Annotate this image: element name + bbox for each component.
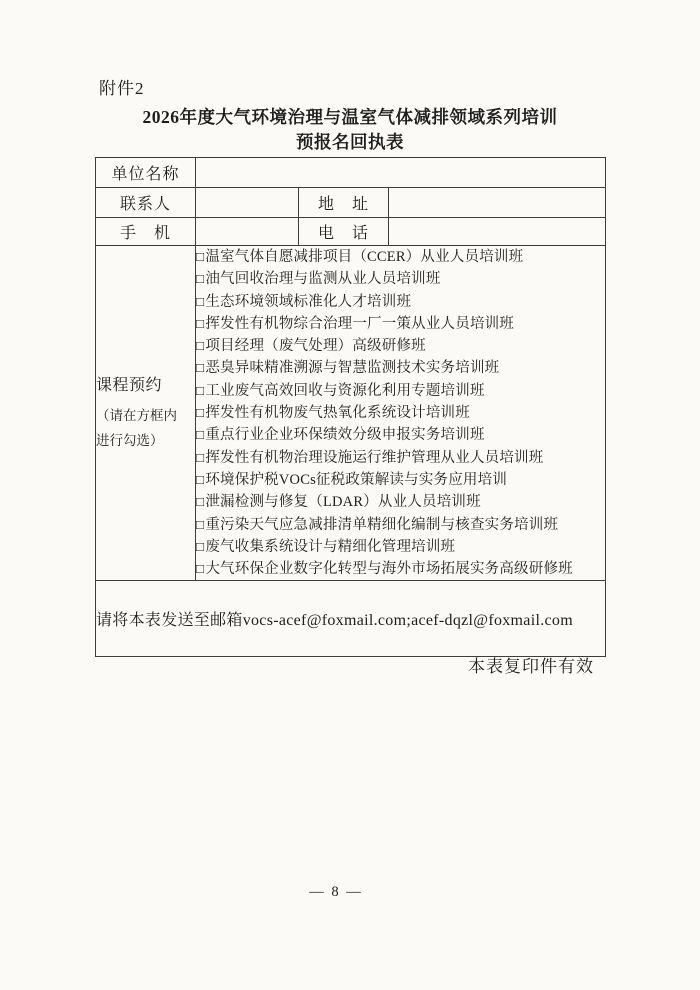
checkbox-icon: □ — [196, 449, 205, 465]
course-option — [196, 514, 605, 536]
address-label: 地 址 — [299, 188, 389, 218]
course-option — [196, 268, 605, 290]
course-option-label: 生态环境领域标准化人才培训班 — [205, 293, 412, 310]
course-option-label: 温室气体自愿减排项目（CCER）从业人员培训班 — [205, 249, 524, 265]
checkbox-icon: □ — [196, 360, 205, 376]
page-number: — 8 — — [309, 884, 363, 900]
phone-label: 电 话 — [299, 218, 389, 246]
checkbox-icon: □ — [196, 516, 205, 532]
contact-label: 联系人 — [96, 188, 196, 218]
course-reservation-label-cell — [96, 246, 196, 581]
checkbox-icon: □ — [196, 382, 205, 398]
course-option-label: 项目经理（废气处理）高级研修班 — [205, 338, 426, 355]
course-option — [196, 246, 605, 268]
checkbox-icon: □ — [196, 249, 205, 264]
contact-field — [196, 188, 299, 218]
course-option — [196, 402, 605, 424]
course-option — [196, 469, 605, 491]
checkbox-icon: □ — [196, 471, 205, 487]
course-option — [196, 447, 605, 469]
course-option — [196, 424, 605, 446]
unit-name-field — [196, 158, 606, 188]
phone-field — [389, 218, 606, 246]
unit-name-label: 单位名称 — [96, 158, 196, 188]
course-reservation-label: 课程预约 — [96, 377, 163, 395]
table-row-phone — [96, 218, 606, 246]
mobile-label: 手 机 — [96, 218, 196, 246]
course-option-label: 挥发性有机物综合治理一厂一策从业人员培训班 — [205, 315, 515, 332]
course-option — [196, 335, 605, 357]
registration-form-table — [95, 157, 606, 657]
checkbox-icon: □ — [196, 338, 205, 354]
checkbox-icon: □ — [196, 427, 205, 443]
email-instruction: 请将本表发送至邮箱vocs-acef@foxmail.com;acef-dqzl@foxmail.com — [96, 581, 606, 657]
course-option-label: 泄漏检测与修复（LDAR）从业人员培训班 — [205, 494, 481, 511]
course-option — [196, 536, 605, 558]
document-title-line2: 预报名回执表 — [296, 132, 404, 152]
course-option — [196, 380, 605, 402]
course-option — [196, 558, 605, 580]
course-option — [196, 291, 605, 313]
course-option — [196, 313, 605, 335]
course-note-line1: （请在方框内 — [96, 408, 177, 424]
table-row-contact — [96, 188, 606, 218]
address-field — [389, 188, 606, 218]
course-option-label: 环境保护税VOCs征税政策解读与实务应用培训 — [205, 471, 508, 488]
table-row-email — [96, 581, 606, 657]
course-option — [196, 357, 605, 379]
checkbox-icon: □ — [196, 538, 205, 554]
copy-validity-note: 本表复印件有效 — [468, 657, 594, 676]
course-option-label: 重污染天气应急减排清单精细化编制与核查实务培训班 — [205, 516, 559, 533]
mobile-field — [196, 218, 299, 246]
course-option-label: 油气回收治理与监测从业人员培训班 — [205, 271, 441, 288]
checkbox-icon: □ — [196, 315, 205, 331]
checkbox-icon: □ — [196, 271, 205, 287]
table-row-unit — [96, 158, 606, 188]
course-option-label: 挥发性有机物废气热氧化系统设计培训班 — [205, 405, 470, 422]
course-option — [196, 491, 605, 513]
checkbox-icon: □ — [196, 405, 205, 421]
document-title — [0, 105, 700, 155]
course-option-label: 大气环保企业数字化转型与海外市场拓展实务高级研修班 — [205, 561, 573, 578]
checkbox-icon: □ — [196, 293, 205, 309]
course-options-cell — [196, 246, 606, 581]
checkbox-icon: □ — [196, 494, 205, 510]
checkbox-icon: □ — [196, 561, 205, 577]
course-option-label: 工业废气高效回收与资源化利用专题培训班 — [205, 382, 485, 399]
document-title-line1: 2026年度大气环境治理与温室气体减排领域系列培训 — [142, 107, 558, 127]
course-option-label: 挥发性有机物治理设施运行维护管理从业人员培训班 — [205, 449, 544, 466]
course-note-line2: 进行勾选） — [96, 433, 164, 449]
table-row-courses — [96, 246, 606, 581]
attachment-label: 附件2 — [99, 79, 145, 98]
course-option-label: 废气收集系统设计与精细化管理培训班 — [205, 538, 456, 555]
course-option-label: 恶臭异味精准溯源与智慧监测技术实务培训班 — [205, 360, 500, 377]
course-option-label: 重点行业企业环保绩效分级申报实务培训班 — [205, 427, 485, 444]
